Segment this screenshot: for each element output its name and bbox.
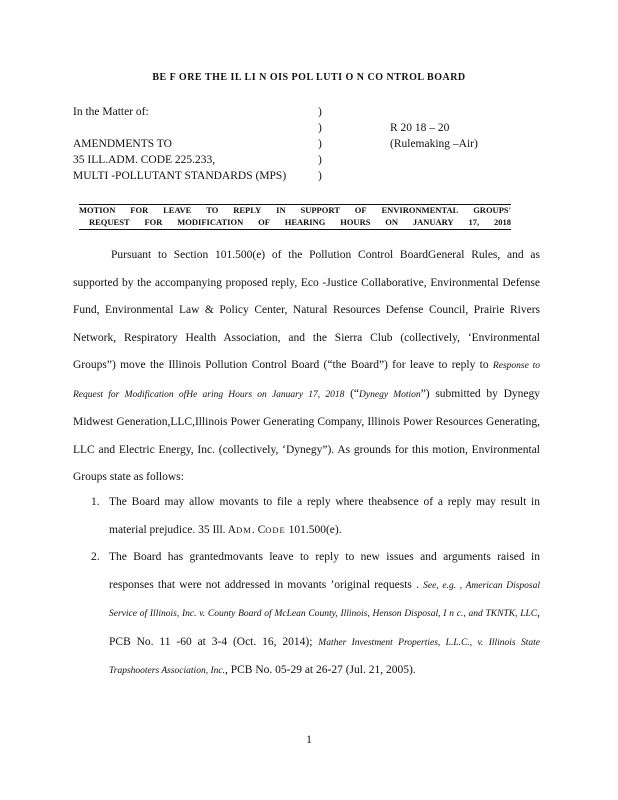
caption-matter [73, 104, 286, 184]
docket-number: R 20 18 – 20 [390, 122, 450, 134]
list-item-1: 1. The Board may allow movants to file a reply where theabsence of a reply may result in material prejudice. 35 Ill. ADM. CODE 101.500(e). [91, 496, 540, 536]
page-number: 1 [306, 734, 312, 746]
citation-mather-italic: Mather Investment Properties, L.L.C., v. Illinois State Trapshooters Association, Inc. [109, 637, 540, 676]
title-rule-bottom [79, 229, 511, 230]
motion-title [79, 204, 511, 228]
caption-docket [390, 120, 478, 152]
board-header: BE F ORE THE IL LI N OIS POL LUTI O N CO NTROL BOARD [152, 72, 466, 83]
body-paragraph: Pursuant to Section 101.500(e) of the Pollution Control BoardGeneral Rules, and as supported by the accompanying proposed reply, Eco -Justice Collaborative, Environmental Defense Fund, Environmental Law & Policy Center, Natural Resources Defense Council, Prairie Rivers Network, Respiratory Health Association, and the Sierra Club (collectively, ‘Environmental Groups”) move the Illinois Pollution Control Board (“the Board”) for leave to reply to Response to Request for Modification ofHe aring Hours on January 17, 2018 (“Dynegy Motion”) submitted by Dynegy Midwest Generation,LLC,Illinois Power Generating Company, Illinois Power Resources Generating, LLC and Electric Energy, Inc. (collectively, ‘Dynegy”). As grounds for this motion, Environmental Groups state as follows: [73, 249, 540, 483]
motion-title-line-1: MOTION FOR LEAVE TO REPLY IN SUPPORT OF ENVIRONMENTAL GROUPS' [79, 205, 511, 215]
citation-see-italic: See, e.g. , American Disposal Service of Illinois, Inc. v. County Board of McLean County, Illinois, Henson Disposal, I n c., and TKNTK, LLC [109, 580, 540, 619]
motion-title-line-2: REQUEST FOR MODIFICATION OF HEARING HOURS ON JANUARY 17, 2018 [89, 217, 511, 227]
response-title-italic: Response to Request for Modification ofHe aring Hours on January 17, 2018 [73, 361, 540, 400]
motion-body [73, 242, 540, 492]
caption-parens: ) ) ) ) ) [318, 106, 322, 182]
caption-code: 35 ILL.ADM. CODE 225.233, [73, 154, 216, 166]
caption-in-the-matter: In the Matter of: [73, 106, 149, 118]
caption-amendments: AMENDMENTS TO [73, 138, 172, 150]
dynegy-motion-italic: Dynegy Motion [359, 389, 421, 400]
docket-type: (Rulemaking –Air) [390, 138, 478, 150]
caption-mps: MULTI -POLLUTANT STANDARDS (MPS) [73, 170, 287, 182]
list-item-2: 2. The Board has grantedmovants leave to reply to new issues and arguments raised in responses that were not addressed in movants ’original requests . See, e.g. , American Disposal Service of Illinois, Inc. v. County Board of McLean County, Illinois, Henson Disposal, I n c., and TKNTK, LLC, PCB No. 11 -60 at 3-4 (Oct. 16, 2014); Mather Investment Properties, L.L.C., v. Illinois State Trapshooters Association, Inc., PCB No. 05-29 at 26-27 (Jul. 21, 2005). [91, 551, 540, 676]
